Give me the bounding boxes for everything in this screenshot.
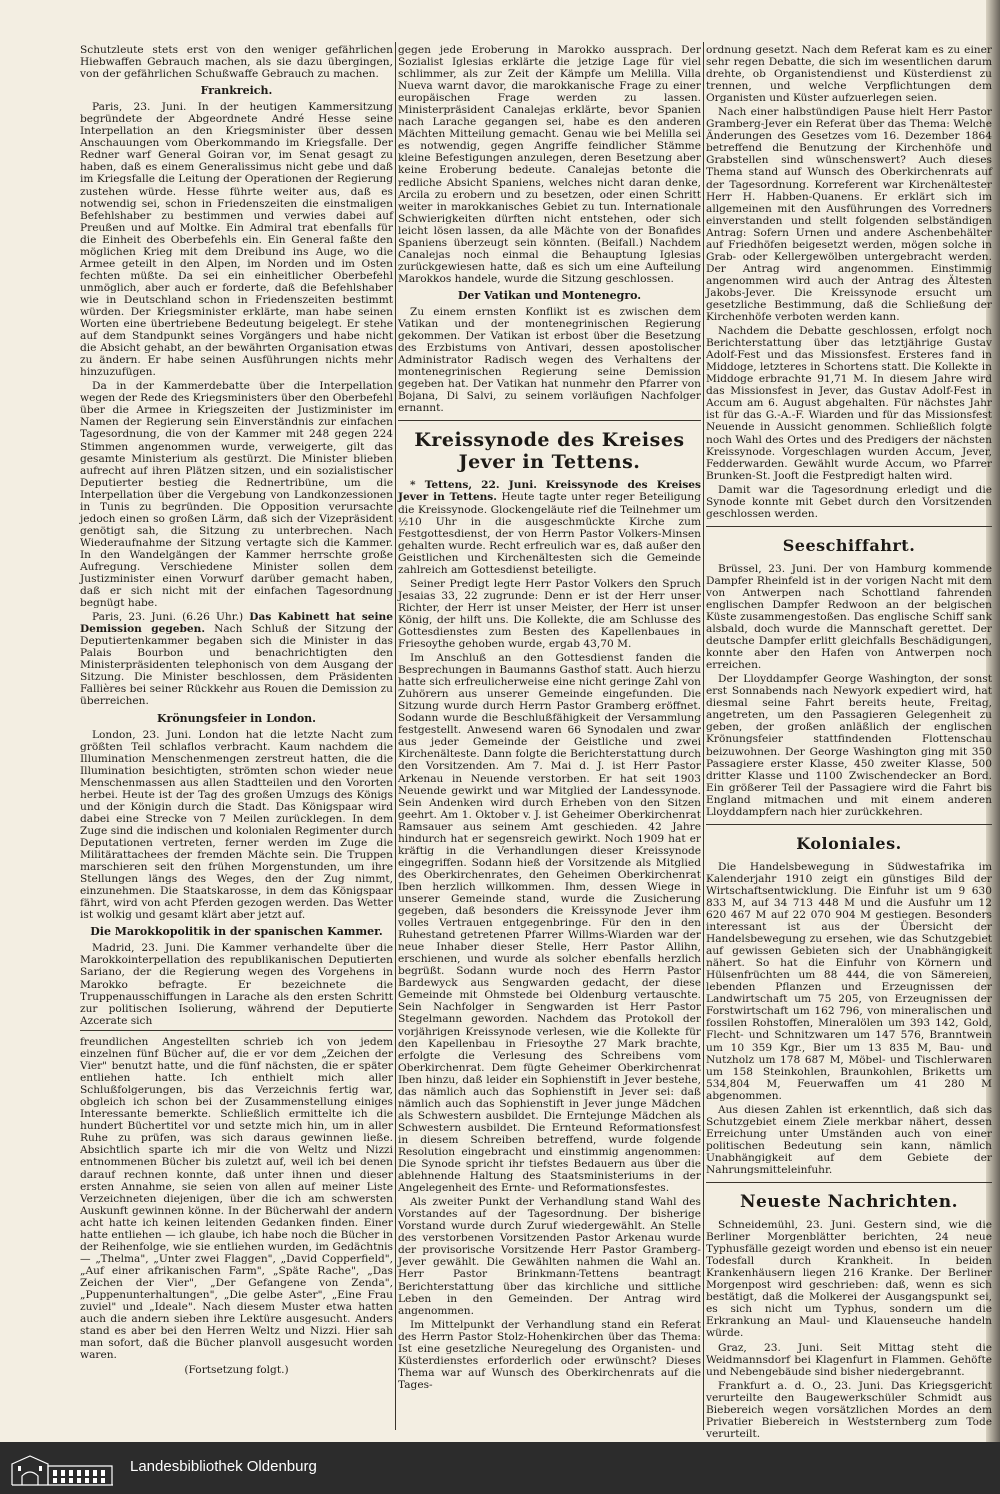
column-3 <box>706 44 992 1440</box>
article-text: Nach Schluß der Sitzung der Deputiertenkammer begaben sich die Minister in das Palais Bourbon und benachrichtigten den Ministerpräsidenten telephonisch von dem Ausgang der Sitzung. Die Minister beschlossen, dem Präsidenten Fallières bei seiner Rückkehr aus Rouen die Demission zu überreichen. <box>80 623 393 708</box>
article-text: Seiner Predigt legte Herr Pastor Volkers den Spruch Jesaias 33, 22 zugrunde: Denn er ist der Herr unser Richter, der Herr ist unser Meister, der Herr ist unser König, der hilft uns. Die Kollekte, die am Schlusse des Gottesdienstes zum Besten des Kapellenbaues in Friesoythe gehoben wurde, ergab 43,70 M. <box>398 577 701 651</box>
article-text: Schneidemühl, 23. Juni. Gestern sind, wie die Berliner Morgenblätter berichten, 24 neue Typhusfälle gezeigt worden und ebenso ist ein neuer Todesfall durch Krankheit. In beiden Krankenhäusern liegen 216 Kranke. Der Berliner Morgenpost wird geschrieben: daß, wenn es sich bestätigt, daß die Molkerei der Ausgangspunkt sei, es sich nicht um Typhus, sondern um die Erkrankung an Maul- und Klauenseuche handeln würde. <box>706 1219 992 1340</box>
section-heading: Krönungsfeier in London. <box>156 711 317 725</box>
article-text: Brüssel, 23. Juni. Der von Hamburg kommende Dampfer Rheinfeld ist in der vorigen Nacht mit dem von Antwerpen nach Schottland fahrenden englischen Dampfer Redwoon an der belgischen Küste zusammengestoßen. Das englische Schiff sank alsbald, doch wurde die Mannschaft gerettet. Der deutsche Dampfer erlitt gleichfalls Beschädigungen, konnte aber den Hafen von Antwerpen noch erreichen. <box>706 562 992 672</box>
article-text: Schutzleute stets erst von den weniger gefährlichen Hiebwaffen Gebrauch machen, als sie dazu übergingen, von der gefährlichen Schußwaffe Gebrauch zu machen. <box>80 44 393 81</box>
article-text: Der Lloyddampfer George Washington, der sonst erst Sonnabends nach Newyork expediert wird, hat diesmal seine Fahrt bereits heute, Freitag, angetreten, um den Passagieren Gelegenheit zu geben, der großen anläßlich der englischen Krönungsfeier stattfindenden Flottenschau beizuwohnen. Der George Washington ging mit 350 Passagiere erster Klasse, 450 zweiter Klasse, 500 dritter Klasse und 1100 Zwischendecker an Bord. Ein größerer Teil der Passagiere wird die Fahrt bis England mitmachen und mit einem anderen Lloyddampfern nach hier zurückkehren. <box>706 673 992 818</box>
article-text: Aus diesen Zahlen ist erkenntlich, daß sich das Schutzgebiet einem Ziele merkbar nähert, dessen Erreichung unter Umständen auch von einer politischen Bedeutung sein kann, nämlich Unabhängigkeit auf dem Gebiete der Nahrungsmitteleinfuhr. <box>706 1103 992 1176</box>
section-headline: Koloniales. <box>796 833 902 853</box>
article-text: Als zweiter Punkt der Verhandlung stand Wahl des Vorstandes auf der Tagesordnung. Der bisherige Vorstand wurde durch Zuruf wiedergewählt. An Stelle des verstorbenen Vorsitzenden Pastor Arkenau wurde der provisorische Vorsitzende Herr Pastor Gramberg-Jever gewählt. Die Gewählten nahmen die Wahl an. Herr Pastor Brinkmann-Tettens beantragt Berichterstattung über das kirchliche und sittliche Leben in den Gemeinden. Der Antrag wird angenommen. <box>398 1196 701 1317</box>
headline: Kreissynode des Kreises Jever in Tettens. <box>414 429 685 474</box>
library-building-icon <box>10 1452 115 1486</box>
article-text: Damit war die Tagesordnung erledigt und die Synode konnte mit Gebet durch den Vorsitzenden geschlossen werden. <box>706 483 992 520</box>
article-text <box>80 611 393 707</box>
article-text: Graz, 23. Juni. Seit Mittag steht die Weidmannsdorf bei Klagenfurt in Flammen. Gehöfte und Nebengebäude sind bisher niedergebrannt. <box>706 1341 992 1378</box>
section-headline: Seeschiffahrt. <box>782 535 916 555</box>
section-heading: Der Vatikan und Montenegro. <box>457 288 642 302</box>
article-text: gegen jede Eroberung in Marokko aussprach. Der Sozialist Iglesias erklärte die jetzige Lage für viel schlimmer, als zur Zeit der Kämpfe um Melilla. Villa Nueva warnt davor, die marokkanische Frage zu einer europäischen Frage werden zu lassen. Ministerpräsident Canalejas erklärte, bevor Spanien nach Larache gegangen sei, habe es den anderen Mächten Mitteilung gemacht. Genau wie bei Melilla sei es notwendig, gegen Angriffe feindlicher Stämme kleine Befestigungen anzulegen, deren Besetzung aber keine Eroberung bedeute. Canalejas betonte die redliche Absicht Spaniens, welches nicht daran denke, Arcila zu erobern und zu besetzen, oder einen Schritt weiter in marokkanisches Gebiet zu tun. Internationale Schwierigkeiten dürften nicht entstehen, oder sich leicht lösen lassen, da alle Mächte von der Bonafides Spaniens überzeugt sein könnten. (Beifall.) Nachdem Canalejas noch einmal die Behauptung Iglesias zurückgewiesen hatte, daß es sich um eine Aufteilung Marokkos handele, wurde die Sitzung geschlossen. <box>398 44 701 285</box>
feuilleton-text: freundlichen Angestellten schrieb ich von jedem einzelnen fünf Bücher auf, die er vor dem „Zeichen der Vier" benutzt hatte, und die fünf nächsten, die er später entliehen hatte. Ich enthielt mich aller Schlußfolgerungen, bis das Verzeichnis fertig war, obgleich ich schon bei der Zusammenstellung einiges Interessante bemerkte. Schließlich ermittelte ich die hundert Büchertitel vor und setzte mich hin, um in aller Ruhe zu prüfen, was sich daraus gewinnen ließe. Absichtlich sparte ich mir die von Weltz und Nizzi entnommenen Bücher bis zuletzt auf, weil ich bei denen darauf rechnen konnte, daß unter ihnen und dieser ersten Annahme, sie seien von allen auf meiner Liste Verzeichneten diejenigen, über die ich am schwersten Auskunft gewinnen könne. In der Bücherwahl der andern acht hatte ich keinen leitenden Gedanken finden. Einer hatte entliehen — ich glaube, ich habe noch die Bücher in der Reihenfolge, wie sie entliehen wurden, im Gedächtnis — „Thelma", „Unter zwei Flaggen", „David Copperfield", „Auf einer afrikanischen Farm", „Späte Rache", „Das Zeichen der Vier", „Der Gefangene von Zenda", „Puppenunterhaltungen", „Die gelbe Aster", „Eine Frau zuviel" und „Ideale". Nach diesem Muster etwa hatten auch die andern sieben ihre Lektüre ausgesucht. Anders stand es aber bei den Herren Weltz und Nizzi. Hier sah man sofort, daß die Bücher planvoll ausgesucht worden waren. <box>80 1036 393 1362</box>
dateline: Paris, 23. Juni. (6.26 Uhr.) <box>92 611 244 624</box>
article-text: Paris, 23. Juni. In der heutigen Kammersitzung begründete der Abgeordnete André Hesse seine Interpellation an den Kriegsminister über dessen Anschauungen vom Oberkommando im Kriegsfalle. Der Redner warf General Goiran vor, im Senat gesagt zu haben, daß es einem Generalissimus nicht gebe und daß im Kriegsfalle die Leitung der Operationen der Regierung zustehen würde. Hesse führte weiter aus, daß es notwendig sei, schon in Friedenszeiten die einstmaligen Befehlshaber zu bestimmen und verwies dabei auf Preußen und auf Moltke. Ein Admiral trat ebenfalls für die Einheit des Oberbefehls ein. Ein General faßte den möglichen Krieg mit dem Dreibund ins Auge, wo die Armee geteilt in den Alpen, im Norden und im Osten fechten müßte. Da sei ein einheitlicher Oberbefehl unmöglich, aber auch er forderte, daß die Befehlshaber wie in Deutschland schon in Friedenszeiten bestimmt würden. Der Kriegsminister erklärte, man habe seinen Worten eine übertriebene Bedeutung beigelegt. Er stehe auf dem Standpunkt seines Vorgängers und habe nicht die Absicht gehabt, an der bewährten Organisation etwas zu ändern. Er habe seinen Ausführungen nichts mehr hinzuzufügen. <box>80 101 393 379</box>
column-1 <box>80 44 393 1026</box>
article-text: Frankfurt a. d. O., 23. Juni. Das Kriegsgericht verurteilte den Baugewerkschüler Schmidt aus Biebereich wegen vorsätzlichen Mordes an dem Privatier Biebereich in Weststernberg zum Tode verurteilt. <box>706 1379 992 1440</box>
continuation-note: (Fortsetzung folgt.) <box>184 1364 289 1377</box>
column-divider <box>703 42 704 1430</box>
article-text: Die Handelsbewegung in Südwestafrika im Kalenderjahr 1910 zeigt ein günstiges Bild der Wirtschaftsentwicklung. Die Einfuhr ist um 9 630 833 M, auf 34 713 448 M und die Ausfuhr um 12 620 467 M auf 22 070 904 M gestiegen. Besonders interessant ist aus der Übersicht der Handelsbewegung zu ersehen, wie das Schutzgebiet auf gewissen Gebieten sich der Unabhängigkeit nähert. So hat die Einfuhr von Körnern und Hülsenfrüchten um 88 444, die von Sämereien, lebenden Pflanzen und Erzeugnissen der Landwirtschaft um 75 205, von Erzeugnissen der Forstwirtschaft um 162 796, von mineralischen und fossilen Rohstoffen, Mineralölen um 393 142, Gold, Flecht- und Schnitzwaren um 147 576, Branntwein um 10 359 Kgr., Bier um 13 835 M, Bau- und Nutzholz um 178 687 M, Möbel- und Tischlerwaren um 158 Steinkohlen, Braunkohlen, Briketts um 534,804 M, Feuerwaffen um 41 280 M abgenommen. <box>706 860 992 1102</box>
article-text: Nach einer halbstündigen Pause hielt Herr Pastor Gramberg-Jever ein Referat über das Thema: Welche Änderungen des Gesetzes vom 16. Dezember 1864 betreffend die Benutzung der Kirchenhöfe und Grabstellen sind wünschenswert? Auch dieses Thema stand auf Wunsch des Oberkirchenrats auf der Tagesordnung. Korreferent war Kirchenältester Herr H. Habben-Quanens. Er erklärt sich im allgemeinen mit den Ausführungen des Vorredners einverstanden und stellt folgenden selbständigen Antrag: Sofern Urnen und andere Aschenbehälter auf Friedhöfen beigesetzt werden, mögen solche in Grab- oder Kellergewölben untergebracht werden. Der Antrag wird angenommen. Einstimmig angenommen wird auch der Antrag des Ältesten Jakobs-Jever. Die Kreissynode ersucht um gesetzliche Bestimmung, daß die Schließung der Kirchenhöfe verboten werden kann. <box>706 106 992 324</box>
divider <box>398 420 701 421</box>
article-text: ordnung gesetzt. Nach dem Referat kam es zu einer sehr regen Debatte, die sich im wesentlichen darum drehte, ob Organistendienst und Küsterdienst zu trennen, und welche Verpflichtungen dem Organisten und Küster aufzuerlegen seien. <box>706 44 992 105</box>
library-footer <box>0 1442 1000 1494</box>
column-divider <box>395 42 396 1430</box>
article-text: Im Mittelpunkt der Verhandlung stand ein Referat des Herrn Pastor Stolz-Hohenkirchen über das Thema: Ist eine gesetzliche Neuregelung des Organisten- und Küsterdienstes erforderlich oder erwünscht? Dieses Thema war auf Wunsch des Oberkirchenrats auf die Tages- <box>398 1318 701 1391</box>
feuilleton-rule <box>80 1030 393 1031</box>
article-text: London, 23. Juni. London hat die letzte Nacht zum größten Teil schlaflos verbracht. Kaum nachdem die Illumination Menschenmengen zerstreut hatten, die die Illumination besichtigten, strömten schon wieder neue Menschenmassen aus allen Stadtteilen und den Vororten herbei. Heute ist der Tag des großen Umzugs des Königs und der Königin durch die Stadt. Das Königspaar wird dabei eine Strecke von 7 Meilen zurücklegen. In dem Zuge sind die indischen und kolonialen Regimenter durch Deputationen vertreten, ferner werden im Zuge die Militärattachees der fremden Mächte sein. Die Truppen marschieren seit den frühen Morgenstunden, um ihre Stellungen längs des Weges, den der Zug nimmt, einzunehmen. Die Staatskarosse, in dem das Königspaar fährt, wird von acht Pferden gezogen werden. Das Wetter ist wolkig und gesamt klärt aber jetzt auf. <box>80 728 393 922</box>
column-2 <box>398 44 701 1391</box>
dateline: * Tettens, 22. Juni. <box>410 479 537 492</box>
divider <box>706 526 992 527</box>
library-name: Landesbibliothek Oldenburg <box>130 1458 317 1475</box>
divider <box>706 824 992 825</box>
section-headline: Neueste Nachrichten. <box>739 1192 959 1213</box>
article-text: Im Anschluß an den Gottesdienst fanden die Besprechungen in Baumanns Gasthof statt. Auch hierzu hatte sich erfreulicherweise eine nicht geringe Zahl von Zuhörern aus unserer Gemeinde eingefunden. Die Sitzung wurde durch Herrn Pastor Gramberg eröffnet. Sodann wurde die Beschlußfähigkeit der Versammlung festgestellt. Anwesend waren 66 Synodalen und zwar aus jeder Gemeinde der Geistliche und zwei Kirchenälteste. Dann folgte die Berichterstattung durch den Vorsitzenden. Am 7. Mai d. J. ist Herr Pastor Arkenau in Neuende verstorben. Er hat seit 1903 Neuende gewirkt und war Mitglied der Landessynode. Sein Andenken wird durch Erheben von den Sitzen geehrt. Am 1. Oktober v. J. ist Geheimer Oberkirchenrat Ramsauer aus seinem Amt geschieden. 42 Jahre hindurch hat er segensreich gewirkt. Noch 1909 hat er kräftig in die Verhandlungen dieser Kreissynode eingegriffen. Sodann hieß der Vorsitzende als Mitglied des Oberkirchenrates, den Geheimen Oberkirchenrat Iben herzlich willkommen. Ihm, dessen Wiege in unserer Gemeinde stand, wurde die Zusicherung gegeben, daß besonders die Kreissynode Jever ihm volles Vertrauen entgegenbringe. Für den in den Ruhestand getretenen Pfarrer Willms-Wiarden war der neue Inhaber dieser Stelle, Herr Pastor Allihn, erschienen, und wurde als solcher ebenfalls herzlich begrüßt. Sodann wurde noch des Herrn Pastor Bardewyck aus Sengwarden gedacht, der diese Gemeinde mit Ohmstede bei Oldenburg vertauschte. Sein Nachfolger in Sengwarden ist Herr Pastor Stegelmann geworden. Nachdem das Protokoll der vorjährigen Kreissynode verlesen, wie die Kollekte für den Kapellenbau in Friesoythe 27 Mark brachte, erfolgte die Verlesung des Schreibens vom Oberkirchenrat. Dem fügte Geheimer Oberkirchenrat Iben hinzu, daß leider ein Sophienstift in Jever bestehe, das nämlich auch das Sophienstift in Jever sei: daß nämlich auch das Sophienstift in Jever junge Mädchen als Schwestern ausbildet. Die Erntejunge Mädchen als Schwestern ausbildet. Die Ernteund Reformationsfest in diesem Schreiben betreffend, wurde folgende Resolution eingebracht und einstimmig angenommen: Die Synode spricht ihr tiefstes Bedauern aus über die ablehnende Haltung des Staatsministeriums in der Angelegenheit des Ernte- und Reformationsfestes. <box>398 652 701 1195</box>
article-text <box>398 479 701 575</box>
bold-lead: Das Kabinett hat seine Demission gegeben. <box>80 611 393 636</box>
bold-lead: Kreissynode des Kreises Jever in Tettens. <box>398 479 701 504</box>
article-text: Zu einem ernsten Konflikt ist es zwischen dem Vatikan und der montenegrinischen Regierung gekommen. Der Vatikan ist erbost über die Besetzung des Erzbistums von Antivari, dessen apostolischer Administrator Radisch wegen des Verhaltens der montenegrinischen Regierung seine Demission gegeben hat. Der Vatikan hat nunmehr den Pfarrer von Bojana, Di Salvi, zu seinem vorläufigen Nachfolger ernannt. <box>398 305 701 415</box>
article-text: Da in der Kammerdebatte über die Interpellation wegen der Rede des Kriegsministers über den Oberbefehl über die Armee in Kriegszeiten der Justizminister im Namen der Regierung sein Einverständnis zur einfachen Tagesordnung, die von der Kammer mit 248 gegen 224 Stimmen angenommen wurde, verweigerte, gilt das gesamte Ministerium als gestürzt. Die Minister blieben aufrecht auf ihren Plätzen sitzen, und ein sozialistischer Deputierter bestieg die Rednertribüne, um die Interpellation über die Vergebung von Landkonzessionen in Tunis zu begründen. Die Opposition verursachte jedoch einen so großen Lärm, daß sich der Vizepräsident genötigt sah, die Sitzung zu unterbrechen. Nach Wiederaufnahme der Sitzung vertagte sich die Kammer. In den Wandelgängen der Kammer herrschte große Aufregung. Verschiedene Minister sollen dem Justizminister einen Vorwurf darüber gemacht haben, daß er sich nicht mit der einfachen Tagesordnung begnügt habe. <box>80 380 393 610</box>
article-text: Madrid, 23. Juni. Die Kammer verhandelte über die Marokkointerpellation des republikanischen Deputierten Sariano, der die Regierung wegen des Vorgehens in Marokko befragte. Er bezeichnete die Truppenausschiffungen in Larache als den ersten Schritt zur politischen Isolierung, während der Deputierte Azcerate sich <box>80 942 393 1027</box>
feuilleton <box>80 1036 393 1386</box>
article-text: Heute tagte unter reger Beteiligung die Kreissynode. Glockengeläute rief die Teilnehmer um ½10 Uhr in die ausgeschmückte Kirche zum Festgottesdienst, der von Herrn Pastor Volkers-Minsen gehalten wurde. Recht erfreulich war es, daß außer den Geistlichen und Kirchenältesten sich die Gemeinde zahlreich am Gottesdienst beteiligte. <box>398 491 701 576</box>
article-text: Nachdem die Debatte geschlossen, erfolgt noch Berichterstattung über das letztjährige Gustav Adolf-Fest und das Missionsfest. Ersteres fand in Middoge, letzteres in Schortens statt. Die Kollekte in Middoge erbrachte 91,71 M. In diesem Jahre wird das Missionsfest in Jever, das Gustav Adolf-Fest in Accum am 6. August abgehalten. Für nächstes Jahr ist für das G.-A.-F. Wiarden und für das Missionsfest Neuende in Aussicht genommen. Schließlich folgte noch Wahl des Ortes und des Predigers der nächsten Kreissynode. Vorgeschlagen wurden Accum, Jever, Fedderwarden. Gewählt wurde Accum, wo Pfarrer Brunken-St. Jooft die Festpredigt halten wird. <box>706 325 992 482</box>
divider <box>706 1182 992 1183</box>
section-heading: Frankreich. <box>200 84 273 98</box>
section-heading: Die Marokkopolitik in der spanischen Kammer. <box>90 925 383 939</box>
